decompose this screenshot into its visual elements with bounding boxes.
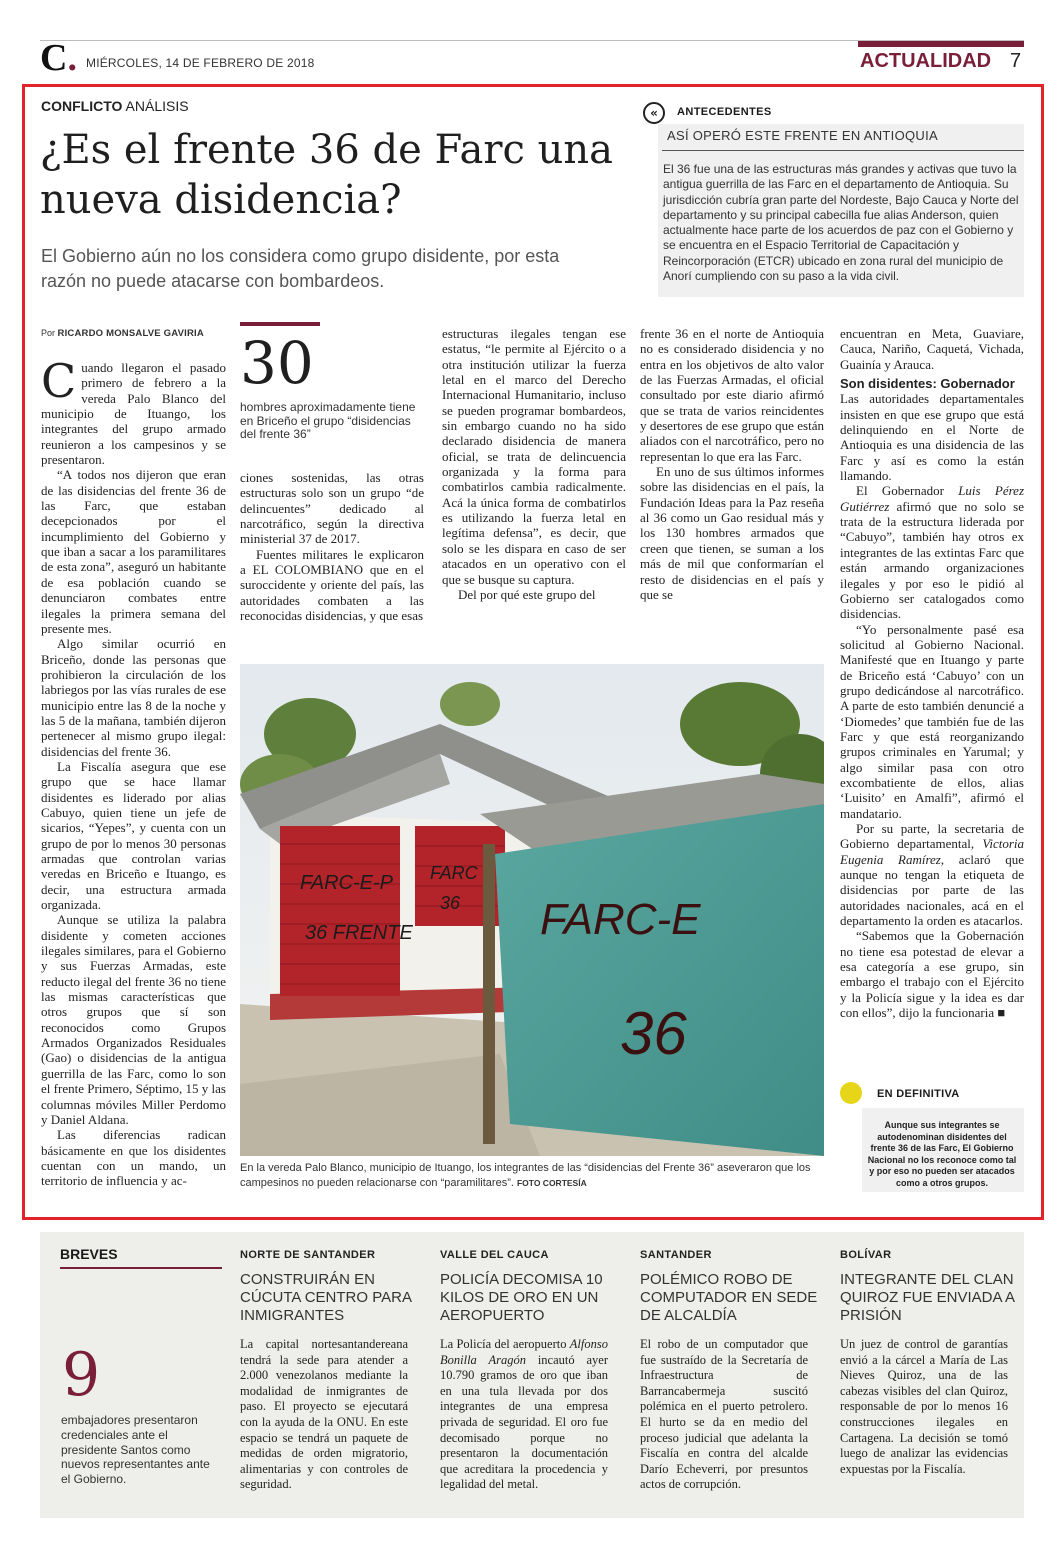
article-subhead: Son disidentes: Gobernador bbox=[840, 376, 1015, 392]
article-deck: El Gobierno aún no los considera como grupo disidente, por esta razón no puede atacarse con bombardeos. bbox=[41, 246, 560, 291]
double-chevron-left-icon: « bbox=[643, 102, 665, 124]
breves-title: BREVES bbox=[60, 1246, 118, 1262]
article-paragraph: estructuras ilegales tengan ese estatus, “le permite al Ejército o a otra institución utilizar la fuerza letal en el marco del Derecho Internacional Humanitario, incluso se pueden programar bombardeos, sin embargo cuando no ha sido declarado disidencia de manera oficial, se trata de delincuencia organizada y la forma para combatirlos cambia radicalmente. Acá la única forma de combatirlos es utilizando la fuerza letal en legítima defensa”, es decir, que solo se les dispara en caso de ser atacados en un operativo con el que se busque su captura. bbox=[442, 326, 626, 587]
article-paragraph: Aunque se utiliza la palabra disidente y cometen acciones ilegales similares, para el Gobierno y sus Fuerzas Armadas, este reducto ilegal del frente 36 no tiene las mismas características que otros grupos que sí son reconocidos como Grupos Armados Organizados Residuales (Gao) o disidencias de la antigua guerrilla de las Farc, como lo son el frente Primero, Séptimo, 15 y las columnas móviles Miller Perdomo y Daniel Aldana. bbox=[41, 912, 226, 1127]
newspaper-logo: C. bbox=[40, 37, 77, 79]
breves-rule bbox=[60, 1267, 222, 1269]
article-paragraph: La Fiscalía asegura que ese grupo que se hace llamar disidentes es liderado por alias Cabuyo, quien tiene un jefe de sicarios, “Yepes”, y cuenta con un grupo de por lo menos 30 personas armadas que controlan varias veredas en Briceño e Ituango, es decir, una estructura armada organizada. bbox=[41, 758, 226, 913]
brief-headline: POLICÍA DECOMISA 10 KILOS DE ORO EN UN AEROPUERTO bbox=[440, 1271, 603, 1325]
brief-region: SANTANDER bbox=[640, 1249, 712, 1261]
article-column-4 bbox=[640, 326, 824, 602]
article-paragraph: Por su parte, la secretaria de Gobierno departamental, Victoria Eugenia Ramírez, aclaró que aunque no tengan la etiqueta de disidencias por parte de las autoridades nacionales, acá en el departamento la orden es atacarlos. bbox=[840, 821, 1024, 929]
section-bar bbox=[858, 41, 1024, 47]
left-shutter bbox=[280, 826, 400, 996]
antecedentes-label: ANTECEDENTES bbox=[677, 106, 772, 118]
photo-caption: En la vereda Palo Blanco, municipio de Ituango, los integrantes de las “disidencias del Frente 36” aseveraron que los campesinos no pueden relacionarse con “paramilitares”. FOTO CORTESÍA bbox=[240, 1162, 811, 1189]
issue-date: MIÉRCOLES, 14 DE FEBRERO DE 2018 bbox=[86, 56, 315, 70]
article-column-1 bbox=[41, 354, 226, 1189]
article-paragraph: ciones sostenidas, las otras estructuras solo son un grupo “de delincuentes” dedicado al narcotráfico, según la directiva ministerial 37 de 2017. bbox=[240, 470, 424, 547]
page-number: 7 bbox=[1010, 50, 1022, 72]
article-paragraph: “Yo personalmente pasé esa solicitud al Gobierno Nacional. Manifesté que en Ituango y parte de Briceño está ‘Cabuyo’ con un grupo dedicándose al narcotráfico. A parte de esto también denuncié a ‘Diomedes’ que también fue de las Farc y que está reorganizando grupos criminales en Yarumal; y algo similar pasa con otro excombatiente de ellos, alias ‘Luisito’ en Amalfi”, afirmó el mandatario. bbox=[840, 621, 1024, 821]
graffiti-text: 36 bbox=[440, 893, 461, 913]
end-mark: ■ bbox=[997, 1005, 1006, 1021]
article-photo bbox=[240, 664, 824, 1156]
article-paragraph: Las diferencias radican básicamente en que los disidentes cuentan con un mando, un territorio de influencia y ac- bbox=[41, 1127, 226, 1189]
en-definitiva-label: EN DEFINITIVA bbox=[877, 1088, 960, 1100]
article-paragraph: El Gobernador Luis Pérez Gutiérrez afirmó que no solo se trata de la estructura liderada por “Cabuyo”, también hay otros ex integrantes de las extintas Farc que están armando organizaciones ilegales y por eso le pidió al Gobierno ser catalogados como disidencias. bbox=[840, 483, 1024, 622]
article-paragraph: Fuentes militares le explicaron a EL COLOMBIANO que en el suroccidente y oriente del país, las autoridades combaten a las reconocidas disidencias, y que esas bbox=[240, 546, 424, 624]
article-column-5 bbox=[840, 326, 1024, 1020]
brief-body: Un juez de control de garantías envió a la cárcel a María de Las Nieves Quiroz, una de las cabezas visibles del clan Quiroz, responsable de por lo menos 16 construcciones ilegales en Cartagena. La decisión se tomó luego de analizar las evidencias expuestas por la Fiscalía. bbox=[840, 1337, 1008, 1476]
graffiti-text: 36 bbox=[620, 1000, 687, 1067]
article-paragraph: Cuando llegaron el pasado primero de febrero a la vereda Palo Blanco del municipio de Ituango, los integrantes del grupo armado reunieron a los campesinos y se presentaron. bbox=[41, 354, 226, 468]
article-headline: ¿Es el frente 36 de Farc una nueva disidencia? bbox=[40, 127, 613, 223]
graffiti-text: FARC-E-P bbox=[300, 872, 393, 894]
brief-headline: INTEGRANTE DEL CLAN QUIROZ FUE ENVIADA A PRISIÓN bbox=[840, 1271, 1015, 1325]
green-tarp bbox=[495, 804, 824, 1156]
article-column-3 bbox=[442, 326, 626, 602]
brief-body: El robo de un computador que fue sustraído de la Secretaría de Infraestructura de Barrancabermeja suscitó polémica en el puerto petrolero. El hurto se da en medio del proceso judicial que adelanta la Fiscalía en contra del alcalde Darío Echeverri, por presuntos actos de corrupción. bbox=[640, 1337, 808, 1492]
article-paragraph: Las autoridades departamentales insisten en que ese grupo que está delinquiendo en el Norte de Antioquia es una disidencia de las Farc y así es como la están llamando. bbox=[840, 391, 1024, 484]
brief-region: BOLÍVAR bbox=[840, 1249, 892, 1261]
article-paragraph: En uno de sus últimos informes sobre las disidencias en el país, la Fundación Ideas para la Paz reseña al 36 como un Gao residual más y los 130 hombres armados que creen que tienen, se suman a los más de mil que conformarían el resto de disidencias en el país y que se bbox=[640, 464, 824, 602]
drop-cap: C bbox=[41, 354, 77, 408]
article-paragraph: Del por qué este grupo del bbox=[458, 586, 596, 602]
brief-region: NORTE DE SANTANDER bbox=[240, 1249, 376, 1261]
article-paragraph: “Sabemos que la Gobernación no tiene esa potestad de elevar a esa categoría a ese grupo, sin embargo el trabajo con el Ejército y la Policía sigue y la idea es dar con ellos”, dijo la funcionaria ■ bbox=[840, 928, 1024, 1021]
brief-headline: POLÉMICO ROBO DE COMPUTADOR EN SEDE DE ALCALDÍA bbox=[640, 1271, 818, 1325]
byline: Por RICARDO MONSALVE GAVIRIA bbox=[41, 328, 204, 339]
breves-number: 9 bbox=[62, 1340, 101, 1410]
antecedentes-text: El 36 fue una de las estructuras más grandes y activas que tuvo la antigua guerrilla de las Farc en el departamento de Antioquia. Su jurisdicción cubría gran parte del Nordeste, Bajo Cauca y Norte del departamento y su principal cabecilla fue alias Anderson, quien actualmente hace parte de los acuerdos de paz con el Gobierno y se encuentra en el Espacio Territorial de Capacitación y Reincorporación (ETCR) ubicado en zona rural del municipio de Anorí cumpliendo con su paso a la vida civil. bbox=[663, 162, 1019, 284]
graffiti-text: 36 FRENTE bbox=[305, 922, 413, 944]
graffiti-text: FARC-E bbox=[540, 895, 701, 944]
brief-headline: CONSTRUIRÁN EN CÚCUTA CENTRO PARA INMIGRANTES bbox=[240, 1271, 412, 1325]
article-kicker: CONFLICTO ANÁLISIS bbox=[41, 98, 189, 114]
fact-text: hombres aproximadamente tiene en Briceño el grupo “disidencias del frente 36” bbox=[240, 400, 416, 441]
article-paragraph: encuentran en Meta, Guaviare, Cauca, Nariño, Caquetá, Vichada, Guainía y Arauca. bbox=[840, 326, 1024, 372]
section-name: ACTUALIDAD bbox=[860, 50, 992, 72]
dots-icon bbox=[840, 1082, 862, 1104]
brief-region: VALLE DEL CAUCA bbox=[440, 1249, 549, 1261]
brief-body: La Policía del aeropuerto Alfonso Bonilla Aragón incautó ayer 10.790 gramos de oro que iban en una tula llevada por dos integrantes de una empresa privada de seguridad. El oro fue decomisado porque no presentaron la documentación que acreditara la procedencia y legalidad del metal. bbox=[440, 1337, 608, 1492]
graffiti-text: FARC bbox=[430, 863, 478, 883]
en-definitiva-text: Aunque sus integrantes se autodenominan disidentes del frente 36 de las Farc, El Gobierno Nacional no los reconoce como tal y por eso no pueden ser atacados como a otros grupos. bbox=[867, 1120, 1017, 1188]
antecedentes-title: ASÍ OPERÓ ESTE FRENTE EN ANTIOQUIA bbox=[667, 128, 938, 143]
breves-number-text: embajadores presentaron credenciales ante el presidente Santos como nuevos representantes ante el Gobierno. bbox=[61, 1413, 210, 1487]
brief-body: La capital nortesantandereana tendrá la sede para atender a 2.000 venezolanos mediante la modalidad de inmigrantes de paso. El proyecto se ejecutará con la ayuda de la ONU. En este espacio se tendrá un paquete de medidas de orden migratorio, alimentarias y con controles de seguridad. bbox=[240, 1337, 408, 1492]
photo-credit: FOTO CORTESÍA bbox=[516, 1177, 587, 1188]
article-paragraph: “A todos nos dijeron que eran de las disidencias del frente 36 de las Farc, que estaban decepcionados por el incumplimiento del Gobierno y que iban a sacar a los paramilitares de esta zona”, aseguró un habitante de esa población cuando se denunciaron combates entre ilegales la primera semana del presente mes. bbox=[41, 467, 226, 636]
fact-number: 30 bbox=[240, 329, 314, 397]
article-column-2 bbox=[240, 470, 424, 623]
fact-bar bbox=[240, 322, 320, 326]
article-paragraph: frente 36 en el norte de Antioquia no es considerado disidencia y no entra en los objetivos de alto valor de las Fuerzas Armadas, el oficial consultado por este diario afirmó que se trata de varios reincidentes y desertores de ese grupo que están aliados con el narcotráfico, pero no representan lo que era las Farc. bbox=[640, 326, 824, 464]
antecedentes-rule bbox=[662, 150, 1024, 151]
article-paragraph: Algo similar ocurrió en Briceño, donde las personas que prohibieron la circulación de los labriegos por las vías rurales de ese municipio entre las 8 de la noche y las 5 de la mañana, también dijeron pertenecer al mismo grupo ilegal: disidencias del frente 36. bbox=[41, 636, 226, 759]
